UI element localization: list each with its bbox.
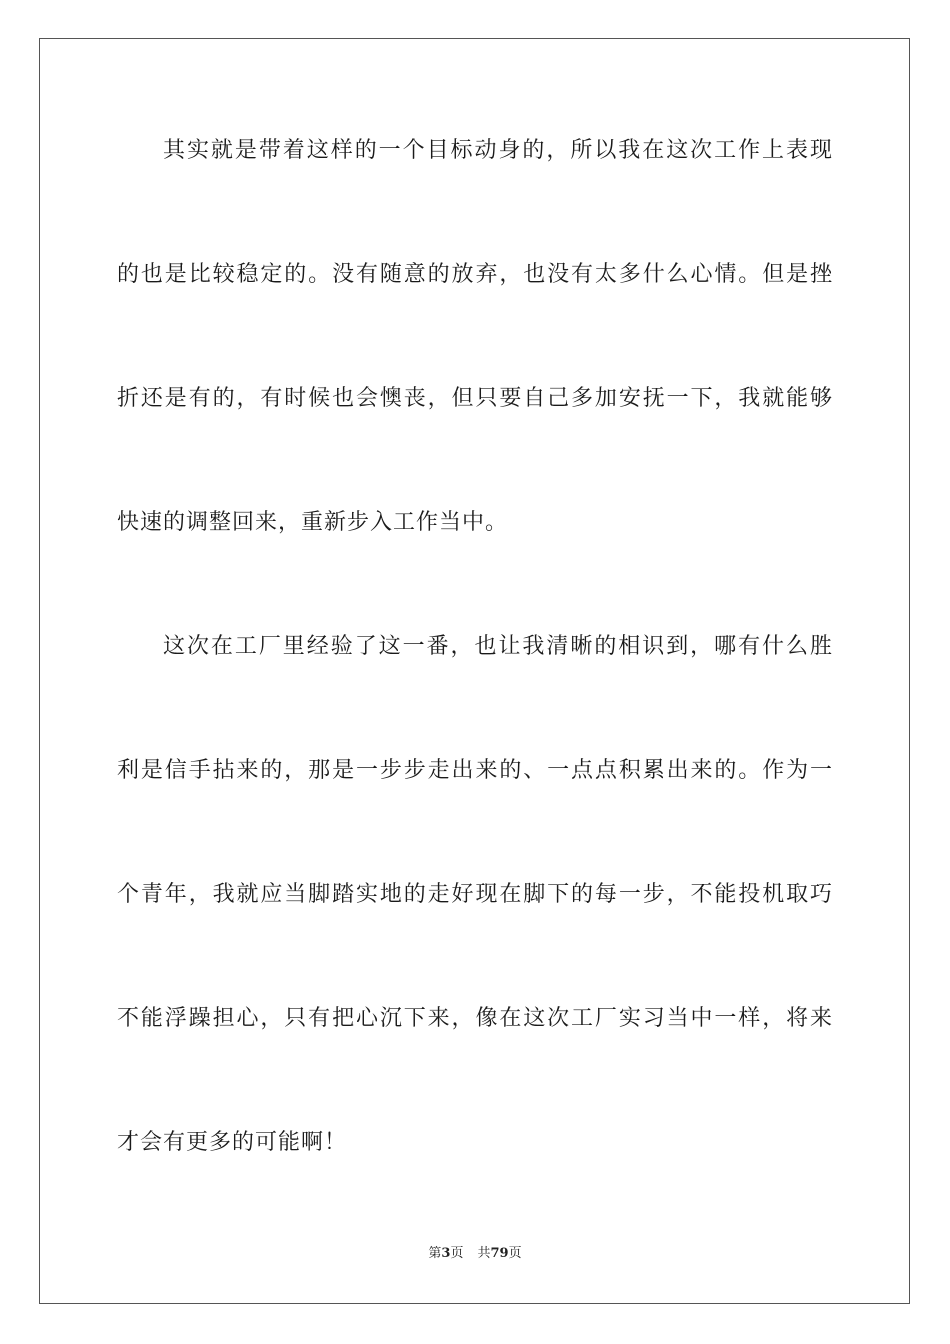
paragraph-2-line-2: 利是信手拈来的，那是一步步走出来的、一点点积累出来的。作为一 [117,758,833,783]
page-unit: 页 [450,1246,464,1261]
total-unit: 页 [508,1246,522,1261]
page-total: 79 [490,1246,509,1261]
page-footer [0,1245,950,1263]
paragraph-2-line-3: 个青年，我就应当脚踏实地的走好现在脚下的每一步，不能投机取巧 [117,882,833,907]
paragraph-2-line-4: 不能浮躁担心，只有把心沉下来，像在这次工厂实习当中一样，将来 [117,1006,833,1031]
paragraph-1-line-3: 折还是有的，有时候也会懊丧，但只要自己多加安抚一下，我就能够 [117,386,833,411]
page-frame [39,38,910,1304]
paragraph-2-line-1: 这次在工厂里经验了这一番，也让我清晰的相识到，哪有什么胜 [163,634,833,659]
total-prefix: 共 [477,1246,491,1261]
paragraph-1-line-1: 其实就是带着这样的一个目标动身的，所以我在这次工作上表现 [163,138,833,163]
paragraph-2-line-5: 才会有更多的可能啊！ [117,1130,348,1155]
page-current: 3 [441,1246,451,1261]
paragraph-1-line-4: 快速的调整回来，重新步入工作当中。 [117,510,509,535]
page-prefix: 第 [428,1246,442,1261]
paragraph-1-line-2: 的也是比较稳定的。没有随意的放弃，也没有太多什么心情。但是挫 [117,262,833,287]
